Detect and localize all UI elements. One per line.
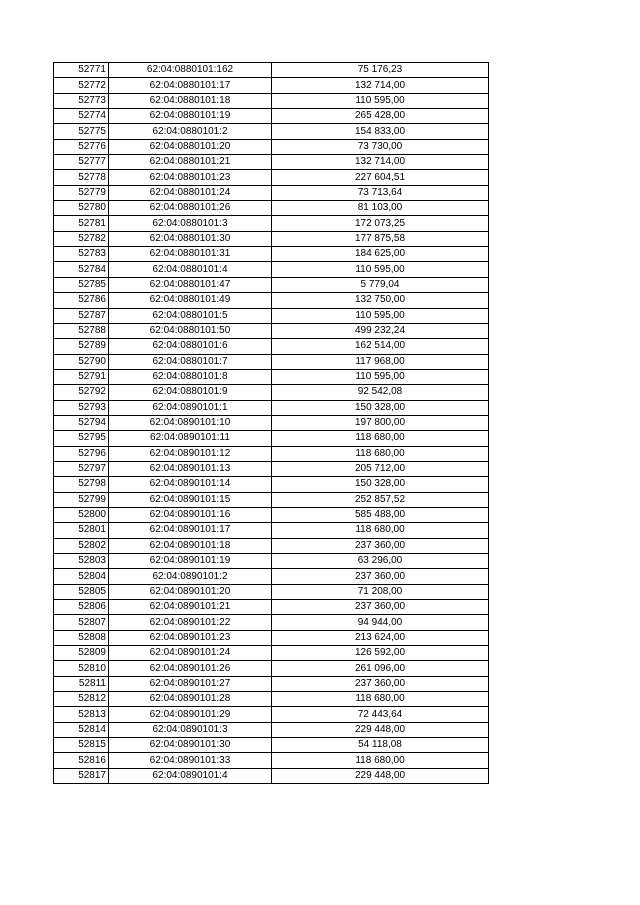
- cadastral-value-cell: 110 595,00: [272, 308, 489, 323]
- cadastral-number-cell: 62:04:0880101:18: [109, 93, 272, 108]
- cadastral-number-cell: 62:04:0880101:17: [109, 78, 272, 93]
- row-number-cell: 52811: [54, 676, 109, 691]
- cadastral-value-cell: 118 680,00: [272, 446, 489, 461]
- cadastral-number-cell: 62:04:0890101:20: [109, 584, 272, 599]
- row-number-cell: 52787: [54, 308, 109, 323]
- cadastral-value-cell: 81 103,00: [272, 201, 489, 216]
- row-number-cell: 52774: [54, 109, 109, 124]
- cadastral-value-cell: 71 208,00: [272, 584, 489, 599]
- table-row: [54, 385, 489, 400]
- cadastral-value-cell: 499 232,24: [272, 323, 489, 338]
- table-row: [54, 277, 489, 292]
- cadastral-value-cell: 184 625,00: [272, 247, 489, 262]
- table-row: [54, 507, 489, 522]
- cadastral-number-cell: 62:04:0880101:23: [109, 170, 272, 185]
- row-number-cell: 52797: [54, 461, 109, 476]
- cadastral-number-cell: 62:04:0880101:8: [109, 369, 272, 384]
- cadastral-number-cell: 62:04:0890101:12: [109, 446, 272, 461]
- cadastral-number-cell: 62:04:0890101:13: [109, 461, 272, 476]
- cadastral-number-cell: 62:04:0880101:49: [109, 293, 272, 308]
- cadastral-number-cell: 62:04:0890101:24: [109, 646, 272, 661]
- row-number-cell: 52777: [54, 155, 109, 170]
- cadastral-number-cell: 62:04:0890101:18: [109, 538, 272, 553]
- cadastral-value-cell: 229 448,00: [272, 722, 489, 737]
- table-row: [54, 646, 489, 661]
- cadastral-number-cell: 62:04:0890101:14: [109, 477, 272, 492]
- cadastral-number-cell: 62:04:0890101:27: [109, 676, 272, 691]
- cadastral-number-cell: 62:04:0890101:3: [109, 722, 272, 737]
- cadastral-number-cell: 62:04:0890101:4: [109, 768, 272, 783]
- row-number-cell: 52796: [54, 446, 109, 461]
- table-row: [54, 308, 489, 323]
- cadastral-number-cell: 62:04:0890101:33: [109, 753, 272, 768]
- row-number-cell: 52802: [54, 538, 109, 553]
- table-row: [54, 109, 489, 124]
- row-number-cell: 52803: [54, 554, 109, 569]
- cadastral-number-cell: 62:04:0880101:26: [109, 201, 272, 216]
- cadastral-number-cell: 62:04:0890101:30: [109, 738, 272, 753]
- row-number-cell: 52778: [54, 170, 109, 185]
- row-number-cell: 52795: [54, 431, 109, 446]
- table-row: [54, 738, 489, 753]
- cadastral-number-cell: 62:04:0880101:3: [109, 216, 272, 231]
- cadastral-number-cell: 62:04:0880101:30: [109, 231, 272, 246]
- table-row: [54, 369, 489, 384]
- table-row: [54, 768, 489, 783]
- cadastral-value-cell: 177 875,58: [272, 231, 489, 246]
- cadastral-value-cell: 261 096,00: [272, 661, 489, 676]
- row-number-cell: 52806: [54, 600, 109, 615]
- cadastral-value-cell: 154 833,00: [272, 124, 489, 139]
- cadastral-value-cell: 118 680,00: [272, 692, 489, 707]
- table-row: [54, 415, 489, 430]
- row-number-cell: 52800: [54, 507, 109, 522]
- cadastral-value-cell: 229 448,00: [272, 768, 489, 783]
- row-number-cell: 52775: [54, 124, 109, 139]
- cadastral-number-cell: 62:04:0890101:11: [109, 431, 272, 446]
- cadastral-value-cell: 63 296,00: [272, 554, 489, 569]
- cadastral-number-cell: 62:04:0880101:24: [109, 185, 272, 200]
- cadastral-value-cell: 237 360,00: [272, 600, 489, 615]
- cadastral-number-cell: 62:04:0890101:22: [109, 615, 272, 630]
- table-row: [54, 354, 489, 369]
- row-number-cell: 52813: [54, 707, 109, 722]
- cadastral-value-cell: 227 604,51: [272, 170, 489, 185]
- table-row: [54, 124, 489, 139]
- row-number-cell: 52792: [54, 385, 109, 400]
- table-row: [54, 170, 489, 185]
- table-row: [54, 615, 489, 630]
- cadastral-value-cell: 117 968,00: [272, 354, 489, 369]
- cadastral-value-cell: 237 360,00: [272, 538, 489, 553]
- cadastral-number-cell: 62:04:0880101:162: [109, 63, 272, 78]
- row-number-cell: 52783: [54, 247, 109, 262]
- cadastral-number-cell: 62:04:0880101:2: [109, 124, 272, 139]
- row-number-cell: 52794: [54, 415, 109, 430]
- cadastral-value-cell: 585 488,00: [272, 507, 489, 522]
- table-row: [54, 600, 489, 615]
- row-number-cell: 52804: [54, 569, 109, 584]
- row-number-cell: 52807: [54, 615, 109, 630]
- cadastral-number-cell: 62:04:0890101:19: [109, 554, 272, 569]
- cadastral-number-cell: 62:04:0890101:1: [109, 400, 272, 415]
- cadastral-value-cell: 72 443,64: [272, 707, 489, 722]
- row-number-cell: 52809: [54, 646, 109, 661]
- table-row: [54, 201, 489, 216]
- cadastral-number-cell: 62:04:0880101:4: [109, 262, 272, 277]
- cadastral-value-cell: 132 750,00: [272, 293, 489, 308]
- cadastral-number-cell: 62:04:0890101:29: [109, 707, 272, 722]
- cadastral-value-cell: 150 328,00: [272, 400, 489, 415]
- table-row: [54, 339, 489, 354]
- cadastral-value-cell: 110 595,00: [272, 93, 489, 108]
- table-row: [54, 185, 489, 200]
- row-number-cell: 52814: [54, 722, 109, 737]
- row-number-cell: 52812: [54, 692, 109, 707]
- table-row: [54, 554, 489, 569]
- cadastral-value-cell: 92 542,08: [272, 385, 489, 400]
- cadastral-number-cell: 62:04:0890101:2: [109, 569, 272, 584]
- table-row: [54, 584, 489, 599]
- cadastral-number-cell: 62:04:0880101:50: [109, 323, 272, 338]
- cadastral-value-cell: 237 360,00: [272, 676, 489, 691]
- cadastral-number-cell: 62:04:0890101:23: [109, 630, 272, 645]
- table-row: [54, 477, 489, 492]
- row-number-cell: 52790: [54, 354, 109, 369]
- cadastral-number-cell: 62:04:0890101:15: [109, 492, 272, 507]
- cadastral-value-cell: 150 328,00: [272, 477, 489, 492]
- table-row: [54, 538, 489, 553]
- row-number-cell: 52780: [54, 201, 109, 216]
- row-number-cell: 52793: [54, 400, 109, 415]
- cadastral-value-cell: 265 428,00: [272, 109, 489, 124]
- table-row: [54, 247, 489, 262]
- cadastral-number-cell: 62:04:0880101:20: [109, 139, 272, 154]
- cadastral-value-cell: 73 730,00: [272, 139, 489, 154]
- table-row: [54, 323, 489, 338]
- row-number-cell: 52771: [54, 63, 109, 78]
- cadastral-number-cell: 62:04:0880101:31: [109, 247, 272, 262]
- table-row: [54, 753, 489, 768]
- row-number-cell: 52784: [54, 262, 109, 277]
- table-row: [54, 63, 489, 78]
- table-row: [54, 431, 489, 446]
- row-number-cell: 52781: [54, 216, 109, 231]
- cadastral-value-cell: 118 680,00: [272, 523, 489, 538]
- row-number-cell: 52801: [54, 523, 109, 538]
- table-row: [54, 692, 489, 707]
- table-row: [54, 461, 489, 476]
- row-number-cell: 52788: [54, 323, 109, 338]
- cadastral-value-cell: 132 714,00: [272, 78, 489, 93]
- table-row: [54, 293, 489, 308]
- cadastral-value-cell: 5 779,04: [272, 277, 489, 292]
- cadastral-value-cell: 237 360,00: [272, 569, 489, 584]
- table-row: [54, 661, 489, 676]
- cadastral-value-cell: 213 624,00: [272, 630, 489, 645]
- cadastral-value-cell: 54 118,08: [272, 738, 489, 753]
- cadastral-value-cell: 118 680,00: [272, 431, 489, 446]
- table-row: [54, 569, 489, 584]
- row-number-cell: 52786: [54, 293, 109, 308]
- row-number-cell: 52776: [54, 139, 109, 154]
- cadastral-value-cell: 197 800,00: [272, 415, 489, 430]
- cadastral-number-cell: 62:04:0880101:7: [109, 354, 272, 369]
- row-number-cell: 52798: [54, 477, 109, 492]
- cadastral-number-cell: 62:04:0880101:6: [109, 339, 272, 354]
- row-number-cell: 52791: [54, 369, 109, 384]
- cadastral-value-cell: 132 714,00: [272, 155, 489, 170]
- row-number-cell: 52808: [54, 630, 109, 645]
- row-number-cell: 52816: [54, 753, 109, 768]
- cadastral-number-cell: 62:04:0890101:26: [109, 661, 272, 676]
- row-number-cell: 52805: [54, 584, 109, 599]
- cadastral-value-cell: 205 712,00: [272, 461, 489, 476]
- cadastral-number-cell: 62:04:0890101:28: [109, 692, 272, 707]
- cadastral-number-cell: 62:04:0890101:17: [109, 523, 272, 538]
- cadastral-number-cell: 62:04:0880101:5: [109, 308, 272, 323]
- cadastral-value-table: [53, 62, 489, 784]
- table-row: [54, 492, 489, 507]
- table-row: [54, 93, 489, 108]
- table-row: [54, 400, 489, 415]
- cadastral-number-cell: 62:04:0890101:10: [109, 415, 272, 430]
- row-number-cell: 52810: [54, 661, 109, 676]
- table-body: [54, 63, 489, 784]
- cadastral-value-cell: 94 944,00: [272, 615, 489, 630]
- cadastral-value-cell: 252 857,52: [272, 492, 489, 507]
- table-row: [54, 707, 489, 722]
- cadastral-value-cell: 75 176,23: [272, 63, 489, 78]
- table-row: [54, 262, 489, 277]
- cadastral-value-cell: 110 595,00: [272, 369, 489, 384]
- cadastral-value-cell: 110 595,00: [272, 262, 489, 277]
- cadastral-number-cell: 62:04:0880101:47: [109, 277, 272, 292]
- row-number-cell: 52789: [54, 339, 109, 354]
- row-number-cell: 52772: [54, 78, 109, 93]
- row-number-cell: 52785: [54, 277, 109, 292]
- cadastral-number-cell: 62:04:0880101:19: [109, 109, 272, 124]
- cadastral-number-cell: 62:04:0890101:16: [109, 507, 272, 522]
- table-row: [54, 446, 489, 461]
- cadastral-number-cell: 62:04:0880101:9: [109, 385, 272, 400]
- table-row: [54, 155, 489, 170]
- table-row: [54, 231, 489, 246]
- cadastral-value-cell: 172 073,25: [272, 216, 489, 231]
- cadastral-number-cell: 62:04:0890101:21: [109, 600, 272, 615]
- row-number-cell: 52817: [54, 768, 109, 783]
- row-number-cell: 52782: [54, 231, 109, 246]
- table-row: [54, 216, 489, 231]
- row-number-cell: 52773: [54, 93, 109, 108]
- cadastral-value-cell: 126 592,00: [272, 646, 489, 661]
- table-row: [54, 630, 489, 645]
- cadastral-value-cell: 162 514,00: [272, 339, 489, 354]
- cadastral-number-cell: 62:04:0880101:21: [109, 155, 272, 170]
- row-number-cell: 52779: [54, 185, 109, 200]
- row-number-cell: 52799: [54, 492, 109, 507]
- table-row: [54, 722, 489, 737]
- table-row: [54, 78, 489, 93]
- table-row: [54, 676, 489, 691]
- table-row: [54, 523, 489, 538]
- table-row: [54, 139, 489, 154]
- row-number-cell: 52815: [54, 738, 109, 753]
- cadastral-value-cell: 118 680,00: [272, 753, 489, 768]
- cadastral-value-cell: 73 713,64: [272, 185, 489, 200]
